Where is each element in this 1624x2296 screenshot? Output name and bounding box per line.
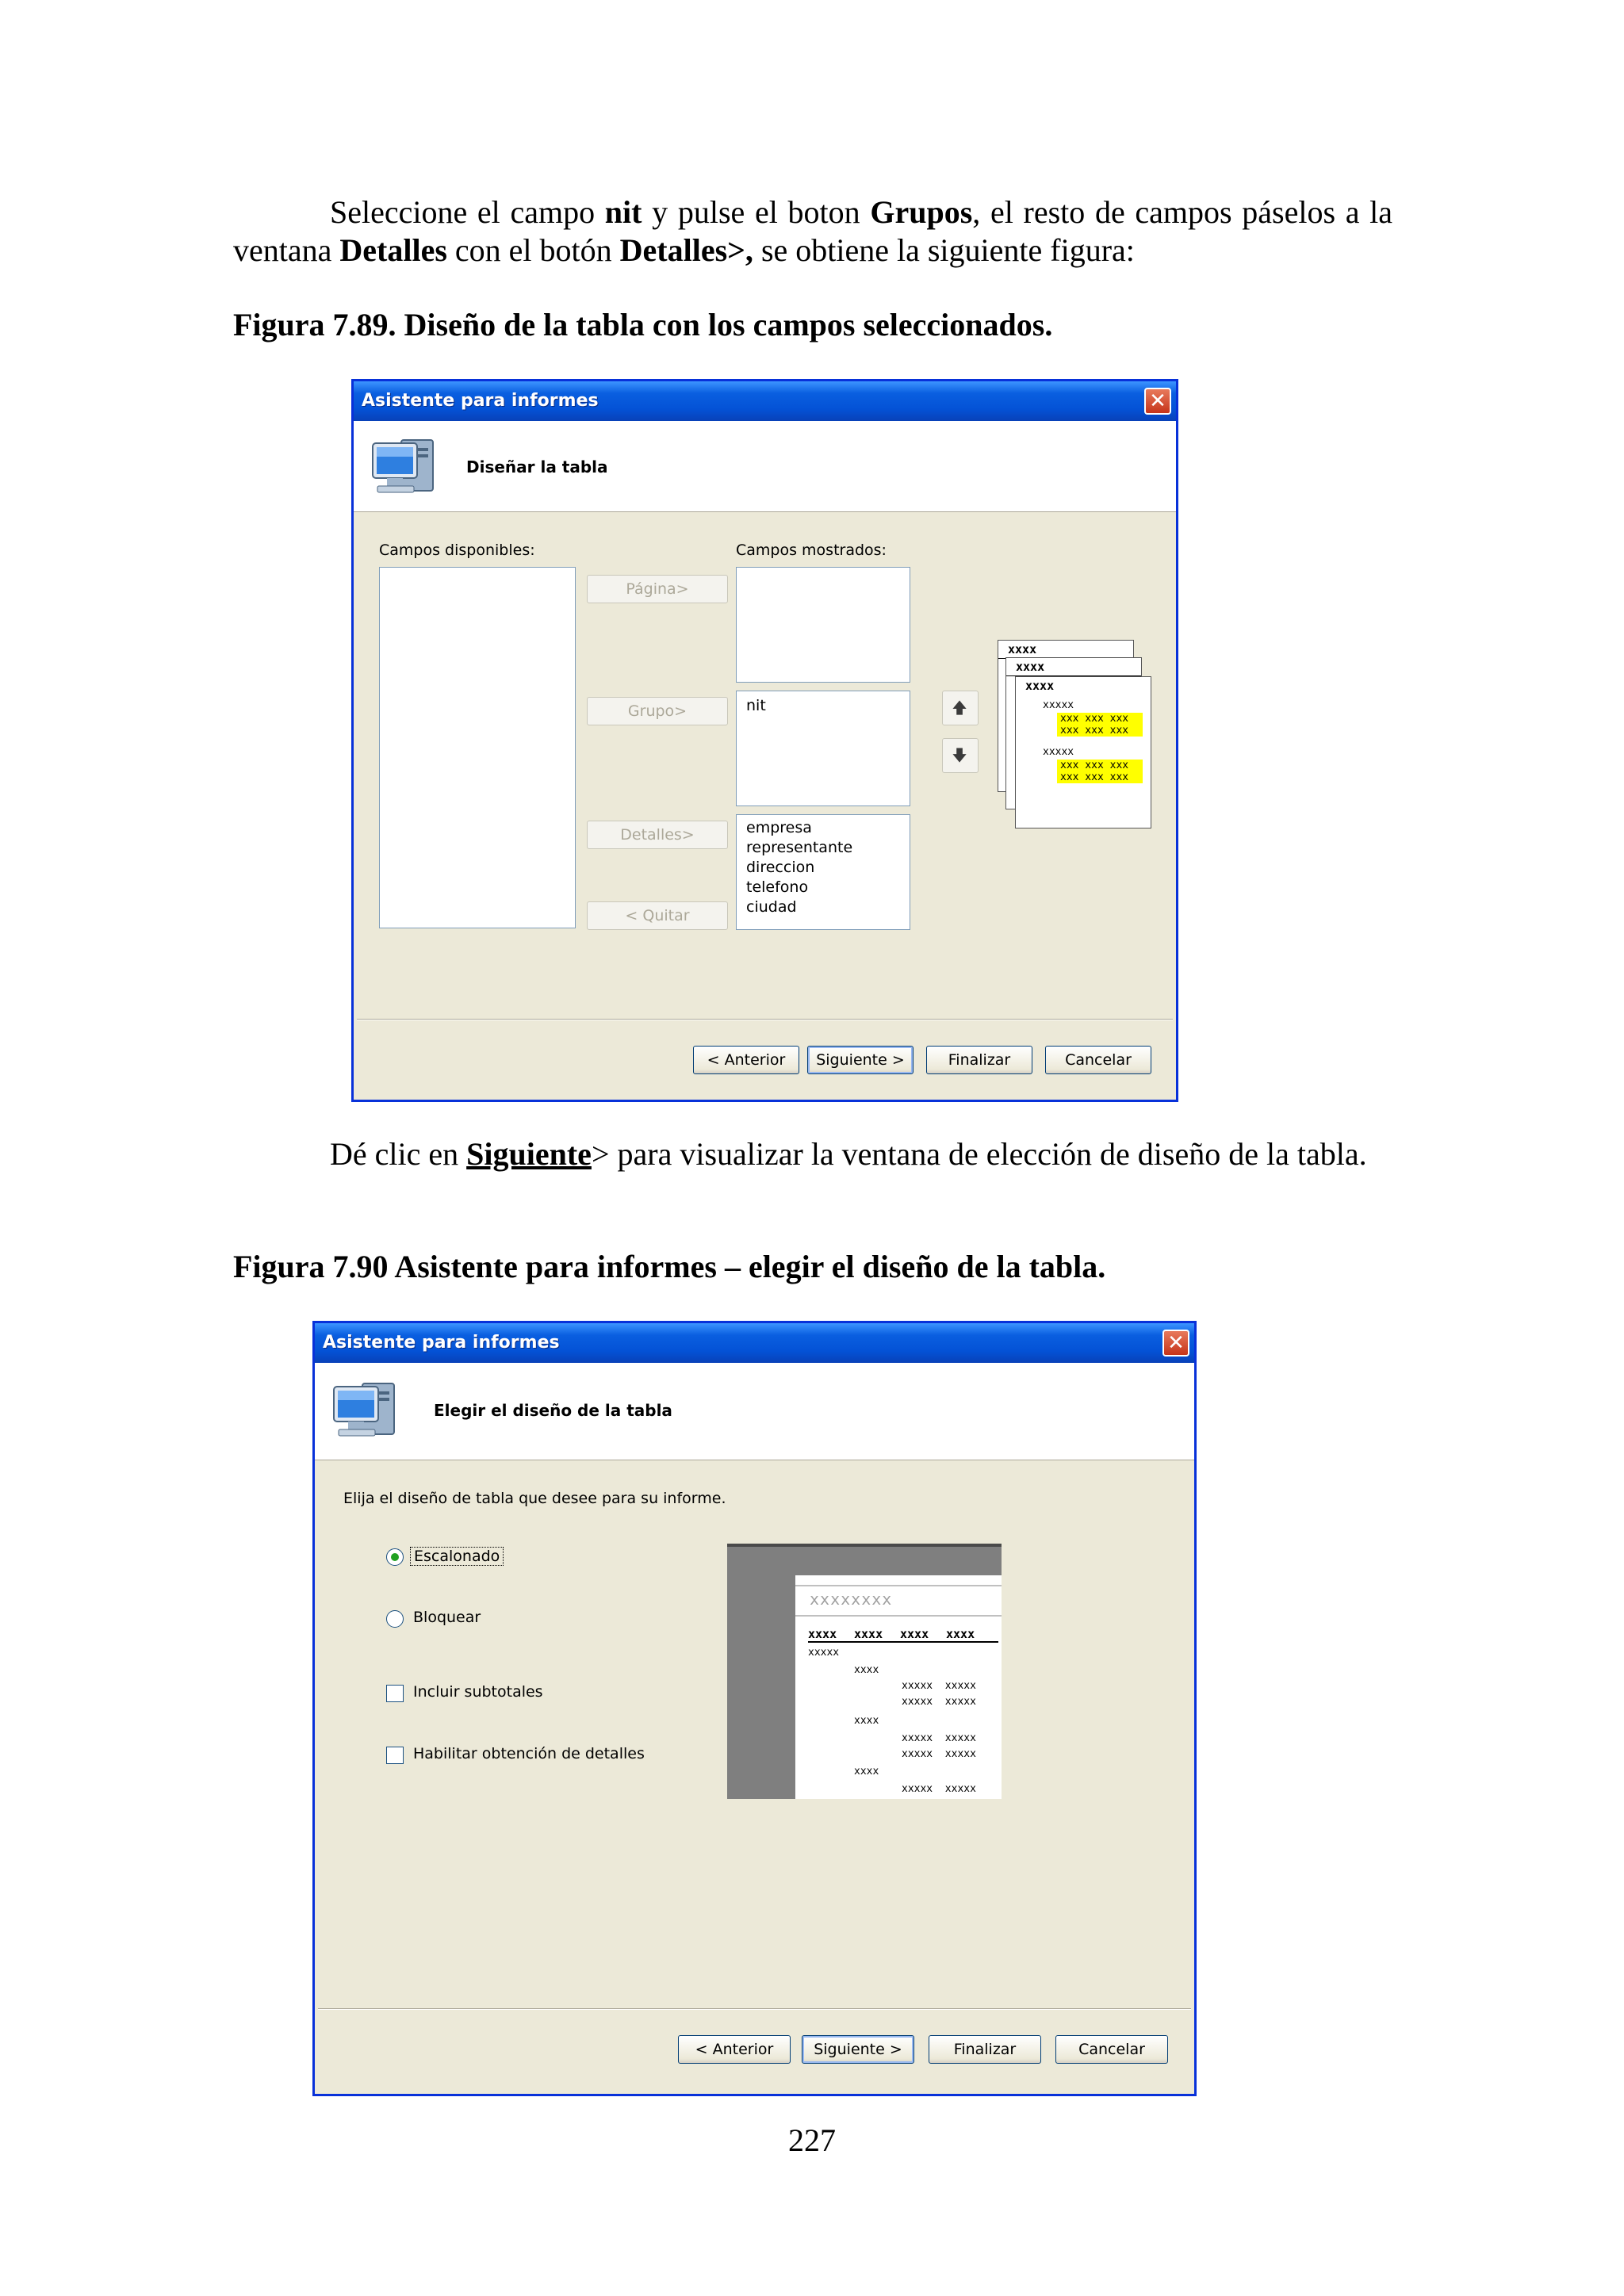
back-button[interactable]: < Anterior bbox=[678, 2035, 791, 2064]
intro-paragraph bbox=[233, 193, 1392, 270]
computer-icon bbox=[329, 1376, 405, 1448]
figure-caption-790: Figura 7.90 Asistente para informes – elegir el diseño de la tabla. bbox=[233, 1249, 1106, 1284]
footer-divider bbox=[357, 1019, 1173, 1020]
page-fields-list[interactable] bbox=[736, 567, 910, 683]
preview-row: xxxxx xxxxx bbox=[902, 1696, 976, 1708]
step-title: Diseñar la tabla bbox=[466, 457, 608, 476]
intro-button-detalles: Detalles>, bbox=[619, 232, 753, 268]
preview-group: xxxx bbox=[854, 1715, 879, 1727]
move-up-button[interactable] bbox=[942, 691, 979, 725]
radio-bloquear-label[interactable]: Bloquear bbox=[413, 1609, 481, 1626]
detail-fields-list[interactable] bbox=[736, 814, 910, 930]
radio-escalonado[interactable] bbox=[386, 1548, 404, 1566]
preview-page-front bbox=[1015, 676, 1151, 828]
detail-field-item[interactable]: telefono bbox=[746, 878, 809, 896]
preview-row: xxxxx xxxxx bbox=[902, 1783, 976, 1795]
step-title: Elegir el diseño de la tabla bbox=[434, 1401, 672, 1420]
preview-group-1: xxxxx bbox=[1043, 699, 1074, 711]
preview-header-2: xxxx bbox=[1006, 658, 1141, 676]
wizard-header bbox=[354, 421, 1176, 512]
window-title: Asistente para informes bbox=[323, 1333, 560, 1353]
finish-button[interactable]: Finalizar bbox=[929, 2035, 1041, 2064]
group-button[interactable]: Grupo> bbox=[587, 697, 728, 725]
page-button[interactable]: Página> bbox=[587, 575, 728, 603]
page-number: 227 bbox=[788, 2122, 836, 2158]
details-button[interactable]: Detalles> bbox=[587, 821, 728, 849]
back-button[interactable]: < Anterior bbox=[693, 1046, 799, 1074]
preview-row: xxxxx xxxxx bbox=[902, 1732, 976, 1744]
intro-button-grupos: Grupos bbox=[870, 194, 973, 230]
report-wizard-window-design bbox=[351, 379, 1178, 1102]
preview-row: xxxxx xxxxx bbox=[902, 1680, 976, 1692]
detail-field-item[interactable]: empresa bbox=[746, 819, 812, 836]
title-bar bbox=[354, 381, 1176, 421]
preview-group-2: xxxxx bbox=[1043, 746, 1074, 758]
figure-caption-789: Figura 7.89. Diseño de la tabla con los campos seleccionados. bbox=[233, 307, 1053, 342]
wizard-header bbox=[315, 1363, 1194, 1460]
preview-col-headers bbox=[808, 1626, 998, 1643]
preview-row: xxx xxx xxx bbox=[1057, 713, 1143, 725]
window-title: Asistente para informes bbox=[362, 391, 599, 411]
preview-row: xxx xxx xxx bbox=[1057, 771, 1143, 783]
title-bar bbox=[315, 1323, 1194, 1363]
next-button[interactable]: Siguiente > bbox=[802, 2035, 914, 2064]
preview-col: xxxx bbox=[808, 1627, 837, 1641]
footer-divider bbox=[318, 2008, 1191, 2010]
detail-field-item[interactable]: representante bbox=[746, 839, 853, 856]
preview-title: xxxxxxxx bbox=[810, 1590, 893, 1609]
computer-icon bbox=[368, 432, 444, 505]
detail-field-item[interactable]: direccion bbox=[746, 859, 815, 876]
arrow-up-icon bbox=[943, 691, 978, 725]
layout-preview bbox=[727, 1544, 1002, 1799]
report-wizard-window-layout bbox=[312, 1321, 1197, 2096]
instruction-text: Elija el diseño de tabla que desee para su informe. bbox=[343, 1490, 726, 1507]
available-fields-label: Campos disponibles: bbox=[379, 541, 535, 559]
preview-row: xxx xxx xxx bbox=[1057, 760, 1143, 771]
cancel-button[interactable]: Cancelar bbox=[1045, 1046, 1151, 1074]
preview-col: xxxx bbox=[854, 1627, 883, 1641]
preview-header-3: xxxx bbox=[1025, 679, 1055, 693]
intro-window-detalles: Detalles bbox=[339, 232, 447, 268]
checkbox-drilldown-label[interactable]: Habilitar obtención de detalles bbox=[413, 1745, 645, 1762]
finish-button[interactable]: Finalizar bbox=[926, 1046, 1032, 1074]
checkbox-subtotals-label[interactable]: Incluir subtotales bbox=[413, 1683, 543, 1701]
layout-preview bbox=[998, 640, 1156, 830]
detail-field-item[interactable]: ciudad bbox=[746, 898, 797, 916]
next-button[interactable]: Siguiente > bbox=[807, 1046, 914, 1074]
checkbox-drilldown[interactable] bbox=[386, 1747, 404, 1764]
intro-text-5: se obtiene la siguiente figura: bbox=[753, 232, 1135, 268]
intro-text-4: con el botón bbox=[446, 232, 620, 268]
intro-text-3: , el resto de campos páselos a la ventana bbox=[233, 194, 1393, 268]
middle-text-1: Dé clic en bbox=[330, 1136, 467, 1172]
preview-group: xxxx bbox=[854, 1664, 879, 1676]
close-icon[interactable]: ✕ bbox=[1162, 1330, 1189, 1357]
preview-group: xxxxx bbox=[808, 1647, 840, 1659]
group-field-item[interactable]: nit bbox=[746, 697, 766, 714]
middle-paragraph bbox=[233, 1135, 1392, 1173]
preview-header-1: xxxx bbox=[998, 641, 1133, 659]
move-down-button[interactable] bbox=[942, 738, 979, 773]
group-fields-list[interactable] bbox=[736, 691, 910, 806]
available-fields-list[interactable] bbox=[379, 567, 576, 928]
remove-button[interactable]: < Quitar bbox=[587, 901, 728, 930]
preview-row: xxxxx xxxxx bbox=[902, 1748, 976, 1760]
checkbox-subtotals[interactable] bbox=[386, 1685, 404, 1702]
preview-sheet bbox=[795, 1575, 1002, 1799]
shown-fields-label: Campos mostrados: bbox=[736, 541, 887, 559]
preview-col: xxxx bbox=[900, 1627, 929, 1641]
preview-rule-top bbox=[795, 1585, 1002, 1586]
radio-escalonado-label[interactable]: Escalonado bbox=[410, 1547, 504, 1566]
arrow-down-icon bbox=[943, 739, 978, 772]
intro-text-1: Seleccione el campo bbox=[330, 194, 605, 230]
preview-group: xxxx bbox=[854, 1766, 879, 1777]
preview-row: xxx xxx xxx bbox=[1057, 725, 1143, 737]
radio-bloquear[interactable] bbox=[386, 1610, 404, 1628]
preview-col: xxxx bbox=[946, 1627, 975, 1641]
middle-text-2: > para visualizar la ventana de elección de diseño de la tabla. bbox=[591, 1136, 1367, 1172]
intro-text-2: y pulse el boton bbox=[642, 194, 871, 230]
preview-rule-mid bbox=[795, 1615, 1002, 1617]
middle-button-siguiente: Siguiente bbox=[466, 1136, 592, 1172]
cancel-button[interactable]: Cancelar bbox=[1055, 2035, 1168, 2064]
close-icon[interactable]: ✕ bbox=[1144, 388, 1171, 415]
intro-field-nit: nit bbox=[604, 194, 642, 230]
